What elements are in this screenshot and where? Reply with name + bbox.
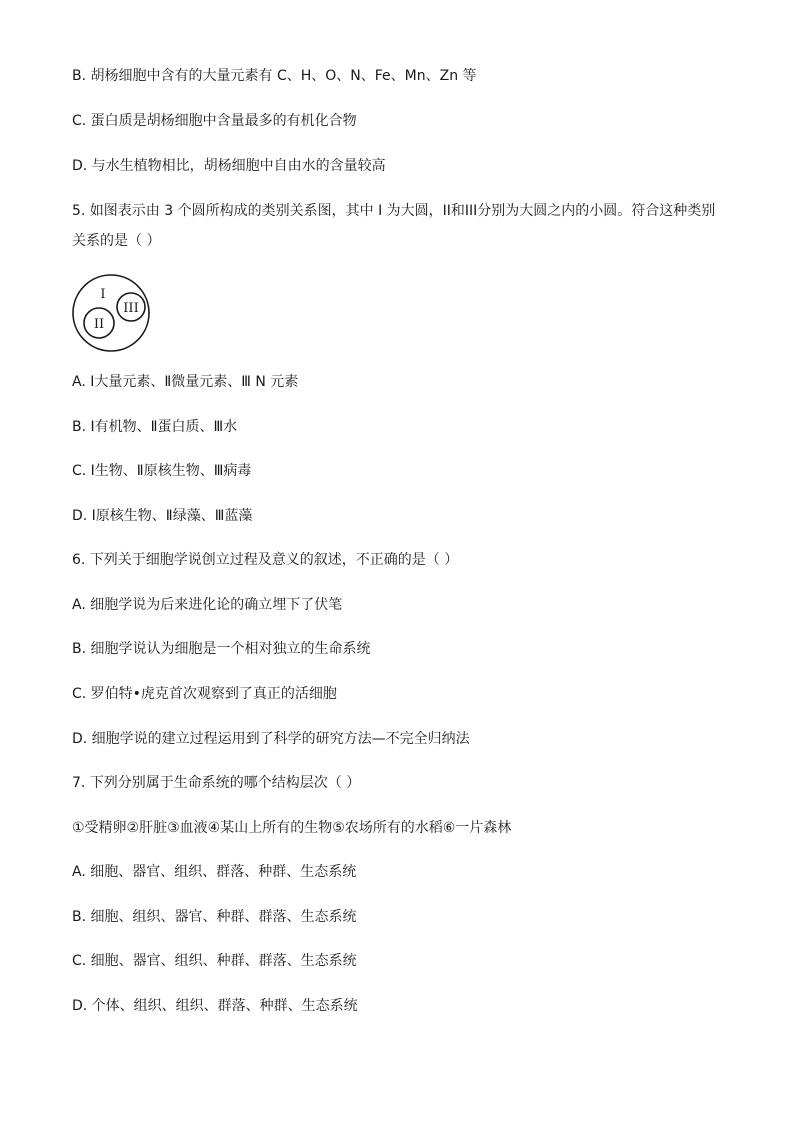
q7-option-c: C. 细胞、器官、组织、种群、群落、生态系统 xyxy=(72,953,357,969)
q5-option-b: B. Ⅰ有机物、Ⅱ蛋白质、Ⅲ水 xyxy=(72,419,238,435)
q6-option-c: C. 罗伯特•虎克首次观察到了真正的活细胞 xyxy=(72,686,337,702)
label-I: I xyxy=(100,287,106,302)
q6-option-d: D. 细胞学说的建立过程运用到了科学的研究方法—不完全归纳法 xyxy=(72,731,470,747)
label-II: II xyxy=(93,317,105,332)
q7-option-b: B. 细胞、组织、器官、种群、群落、生态系统 xyxy=(72,909,357,925)
q5-option-a: A. Ⅰ大量元素、Ⅱ微量元素、Ⅲ N 元素 xyxy=(72,374,299,390)
q5-stem-line2: 关系的是（ ） xyxy=(72,233,161,249)
category-circle-diagram xyxy=(70,274,152,352)
q5-option-c: C. Ⅰ生物、Ⅱ原核生物、Ⅲ病毒 xyxy=(72,463,252,479)
label-III: III xyxy=(123,301,139,316)
q7-stem: 7. 下列分别属于生命系统的哪个结构层次（ ） xyxy=(72,775,361,791)
q4-option-b: B. 胡杨细胞中含有的大量元素有 C、H、O、N、Fe、Mn、Zn 等 xyxy=(72,68,477,84)
q6-option-a: A. 细胞学说为后来进化论的确立埋下了伏笔 xyxy=(72,597,343,613)
q7-option-a: A. 细胞、器官、组织、群落、种群、生态系统 xyxy=(72,864,357,880)
q6-stem: 6. 下列关于细胞学说创立过程及意义的叙述，不正确的是（ ） xyxy=(72,552,459,568)
q4-option-d: D. 与水生植物相比，胡杨细胞中自由水的含量较高 xyxy=(72,158,386,174)
q6-option-b: B. 细胞学说认为细胞是一个相对独立的生命系统 xyxy=(72,641,371,657)
q5-stem-line1: 5. 如图表示由 3 个圆所构成的类别关系图，其中 I 为大圆，II和III分别为大圆之内的小圆。符合这种类别 xyxy=(72,203,716,219)
q7-items: ①受精卵②肝脏③血液④某山上所有的生物⑤农场所有的水稻⑥一片森林 xyxy=(72,820,512,836)
q5-option-d: D. Ⅰ原核生物、Ⅱ绿藻、Ⅲ蓝藻 xyxy=(72,508,253,524)
q4-option-c: C. 蛋白质是胡杨细胞中含量最多的有机化合物 xyxy=(72,113,357,129)
q7-option-d: D. 个体、组织、组织、群落、种群、生态系统 xyxy=(72,998,358,1014)
